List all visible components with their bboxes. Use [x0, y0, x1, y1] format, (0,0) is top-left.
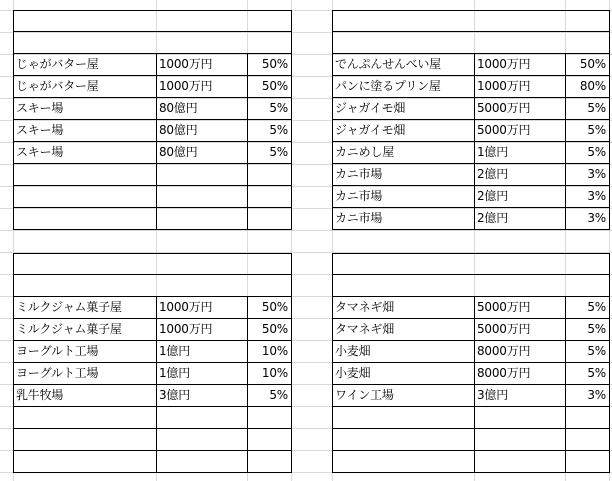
facility-cell[interactable]	[332, 451, 474, 473]
facility-cell[interactable]: ヨーグルト工場	[13, 363, 156, 385]
blank-row[interactable]	[332, 275, 610, 297]
price-cell[interactable]: 1億円	[156, 363, 247, 385]
facility-cell[interactable]: ジャガイモ畑	[332, 120, 474, 142]
price-cell[interactable]: 1000万円	[156, 54, 247, 76]
facility-cell[interactable]: タマネギ畑	[332, 297, 474, 319]
facility-cell[interactable]: じゃがバター屋	[13, 76, 156, 98]
price-cell[interactable]: 1000万円	[474, 54, 565, 76]
column-divider	[565, 54, 566, 230]
facility-cell[interactable]: カニ市場	[332, 186, 474, 208]
facility-cell[interactable]: 乳牛牧場	[13, 385, 156, 407]
price-cell[interactable]: 1000万円	[156, 297, 247, 319]
price-cell[interactable]	[156, 407, 247, 429]
percent-cell[interactable]: 5%	[247, 142, 292, 164]
price-cell[interactable]: 2億円	[474, 164, 565, 186]
percent-cell[interactable]: 3%	[565, 385, 610, 407]
facility-cell[interactable]: じゃがバター屋	[13, 54, 156, 76]
facility-cell[interactable]	[13, 407, 156, 429]
price-cell[interactable]	[156, 451, 247, 473]
price-cell[interactable]	[156, 186, 247, 208]
blank-row[interactable]	[332, 32, 610, 54]
price-cell[interactable]: 80億円	[156, 120, 247, 142]
percent-cell[interactable]	[247, 186, 292, 208]
percent-cell[interactable]: 5%	[565, 341, 610, 363]
facility-cell[interactable]: カニ市場	[332, 164, 474, 186]
percent-cell[interactable]	[247, 407, 292, 429]
price-cell[interactable]	[474, 451, 565, 473]
percent-cell[interactable]	[565, 407, 610, 429]
percent-cell[interactable]: 5%	[247, 385, 292, 407]
price-cell[interactable]: 3億円	[474, 385, 565, 407]
column-divider	[156, 54, 157, 230]
gridline	[0, 230, 612, 231]
price-cell[interactable]: 80億円	[156, 98, 247, 120]
price-cell[interactable]: 80億円	[156, 142, 247, 164]
percent-cell[interactable]: 50%	[247, 297, 292, 319]
price-cell[interactable]: 2億円	[474, 208, 565, 230]
percent-cell[interactable]: 5%	[565, 363, 610, 385]
price-cell[interactable]	[156, 164, 247, 186]
table-title[interactable]	[332, 253, 610, 275]
percent-cell[interactable]	[247, 164, 292, 186]
blank-row[interactable]	[13, 32, 292, 54]
percent-cell[interactable]: 50%	[565, 54, 610, 76]
facility-cell[interactable]: スキー場	[13, 120, 156, 142]
percent-cell[interactable]: 10%	[247, 363, 292, 385]
price-cell[interactable]: 5000万円	[474, 319, 565, 341]
percent-cell[interactable]	[565, 451, 610, 473]
price-cell[interactable]	[474, 429, 565, 451]
facility-cell[interactable]	[332, 407, 474, 429]
facility-cell[interactable]: ジャガイモ畑	[332, 98, 474, 120]
percent-cell[interactable]: 5%	[565, 319, 610, 341]
price-cell[interactable]: 2億円	[474, 186, 565, 208]
facility-cell[interactable]: スキー場	[13, 98, 156, 120]
percent-cell[interactable]: 5%	[247, 98, 292, 120]
price-cell[interactable]	[156, 429, 247, 451]
column-divider	[156, 297, 157, 473]
percent-cell[interactable]: 5%	[565, 297, 610, 319]
facility-cell[interactable]: ミルクジャム菓子屋	[13, 319, 156, 341]
percent-cell[interactable]: 50%	[247, 54, 292, 76]
column-divider	[247, 297, 248, 473]
price-cell[interactable]: 8000万円	[474, 363, 565, 385]
blank-row[interactable]	[13, 275, 292, 297]
column-divider	[565, 297, 566, 473]
price-cell[interactable]: 1億円	[474, 142, 565, 164]
facility-cell[interactable]	[13, 186, 156, 208]
percent-cell[interactable]	[247, 208, 292, 230]
price-cell[interactable]	[156, 208, 247, 230]
facility-cell[interactable]	[13, 429, 156, 451]
facility-cell[interactable]: ヨーグルト工場	[13, 341, 156, 363]
facility-cell[interactable]: カニ市場	[332, 208, 474, 230]
price-cell[interactable]: 3億円	[156, 385, 247, 407]
price-cell[interactable]: 1000万円	[156, 319, 247, 341]
column-divider	[474, 297, 475, 473]
facility-cell[interactable]: パンに塗るプリン屋	[332, 76, 474, 98]
price-cell[interactable]	[474, 407, 565, 429]
facility-cell[interactable]	[13, 164, 156, 186]
percent-cell[interactable]	[565, 429, 610, 451]
percent-cell[interactable]: 50%	[247, 319, 292, 341]
percent-cell[interactable]: 10%	[247, 341, 292, 363]
facility-cell[interactable]: ミルクジャム菓子屋	[13, 297, 156, 319]
percent-cell[interactable]: 5%	[565, 120, 610, 142]
price-cell[interactable]: 1000万円	[474, 76, 565, 98]
price-cell[interactable]: 1億円	[156, 341, 247, 363]
column-divider	[474, 54, 475, 230]
facility-cell[interactable]: カニめし屋	[332, 142, 474, 164]
facility-cell[interactable]: 小麦畑	[332, 363, 474, 385]
facility-cell[interactable]	[332, 429, 474, 451]
column-divider	[247, 54, 248, 230]
facility-cell[interactable]: スキー場	[13, 142, 156, 164]
facility-cell[interactable]	[13, 208, 156, 230]
price-cell[interactable]: 5000万円	[474, 98, 565, 120]
percent-cell[interactable]	[247, 451, 292, 473]
price-cell[interactable]: 5000万円	[474, 120, 565, 142]
percent-cell[interactable]: 3%	[565, 208, 610, 230]
facility-cell[interactable]: タマネギ畑	[332, 319, 474, 341]
percent-cell[interactable]: 3%	[565, 164, 610, 186]
percent-cell[interactable]: 5%	[247, 120, 292, 142]
table-title[interactable]	[13, 253, 292, 275]
percent-cell[interactable]: 50%	[247, 76, 292, 98]
facility-cell[interactable]	[13, 451, 156, 473]
facility-cell[interactable]: でんぷんせんべい屋	[332, 54, 474, 76]
facility-cell[interactable]: 小麦畑	[332, 341, 474, 363]
facility-cell[interactable]: ワイン工場	[332, 385, 474, 407]
price-cell[interactable]: 1000万円	[156, 76, 247, 98]
table-title[interactable]	[13, 10, 292, 32]
price-cell[interactable]: 8000万円	[474, 341, 565, 363]
percent-cell[interactable]	[247, 429, 292, 451]
percent-cell[interactable]: 5%	[565, 98, 610, 120]
percent-cell[interactable]: 3%	[565, 186, 610, 208]
percent-cell[interactable]: 80%	[565, 76, 610, 98]
table-title[interactable]	[332, 10, 610, 32]
price-cell[interactable]: 5000万円	[474, 297, 565, 319]
percent-cell[interactable]: 5%	[565, 142, 610, 164]
